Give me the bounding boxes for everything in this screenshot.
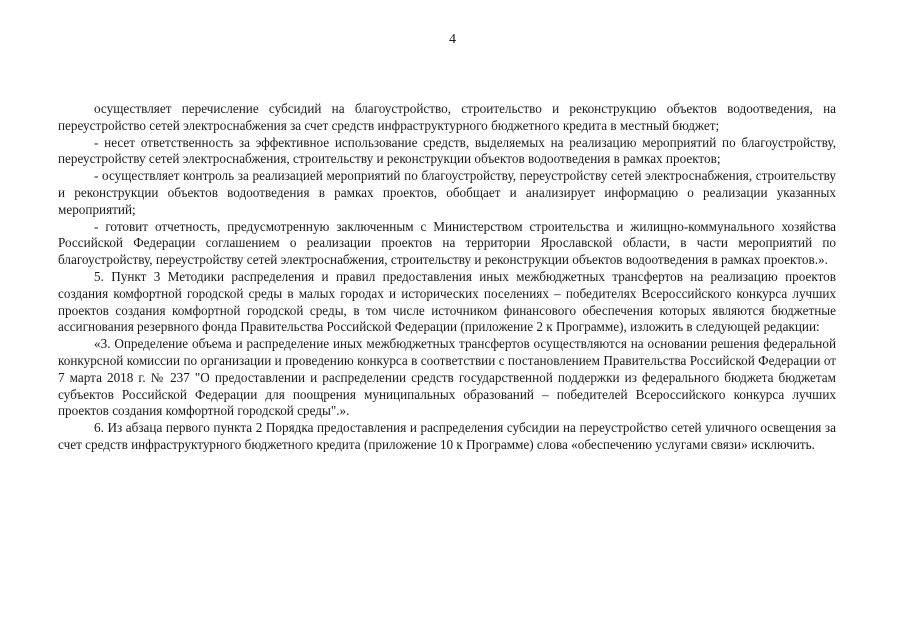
page-number: 4 <box>449 32 456 47</box>
paragraph-control: - осуществляет контроль за реализацией мероприятий по благоустройству, переустройству сетей электроснабжения, строительству и реконструкции объектов водоотведения в рамках проектов, обобщает и анализирует информацию о реализации указанных мероприятий; <box>58 168 836 217</box>
document-body <box>58 101 836 454</box>
paragraph-item-6: 6. Из абзаца первого пункта 2 Порядка предоставления и распределения субсидии на переустройство сетей уличного освещения за счет средств инфраструктурного бюджетного кредита (приложение 10 к Программе) слова «обеспечению услугами связи» исключить. <box>58 420 836 452</box>
paragraph-reporting: - готовит отчетность, предусмотренную заключенным с Министерством строительства и жилищно-коммунального хозяйства Российской Федерации соглашением о реализации проектов на территории Ярославской области, в части мероприятий по благоустройству, переустройству сетей электроснабжения, строительству и реконструкции объектов водоотведения в рамках проектов.». <box>58 218 836 268</box>
paragraph-item-5: 5. Пункт 3 Методики распределения и правил предоставления иных межбюджетных трансфертов на реализацию проектов создания комфортной городской среды в малых городах и исторических поселениях – победителях Всероссийского конкурса лучших проектов создания комфортной городской среды, в том числе источником финансового обеспечения которых являются бюджетные ассигнования резервного фонда Правительства Российской Федерации (приложение 2 к Программе), изложить в следующей редакции: <box>58 268 836 335</box>
paragraph-responsibility: - несет ответственность за эффективное использование средств, выделяемых на реализацию мероприятий по благоустройству, переустройству сетей электроснабжения, строительству и реконструкции объектов водоотведения в рамках проектов; <box>58 134 836 167</box>
paragraph-item-3-quote: «3. Определение объема и распределение иных межбюджетных трансфертов осуществляются на основании решения федеральной конкурсной комиссии по организации и проведению конкурса в соответствии с постановлением Правительства Российской Федерации от 7 марта 2018 г. № 237 "О предоставлении и распределении средств государственной поддержки из федерального бюджета бюджетам субъектов Российской Федерации для поощрения муниципальных образований – победителей Всероссийского конкурса лучших проектов создания комфортной городской среды".». <box>58 336 836 419</box>
paragraph-subsidy-transfer: осуществляет перечисление субсидий на благоустройство, строительство и реконструкцию объектов водоотведения, на переустройство сетей электроснабжения за счет средств инфраструктурного бюджетного кредита в местный бюджет; <box>58 101 836 133</box>
